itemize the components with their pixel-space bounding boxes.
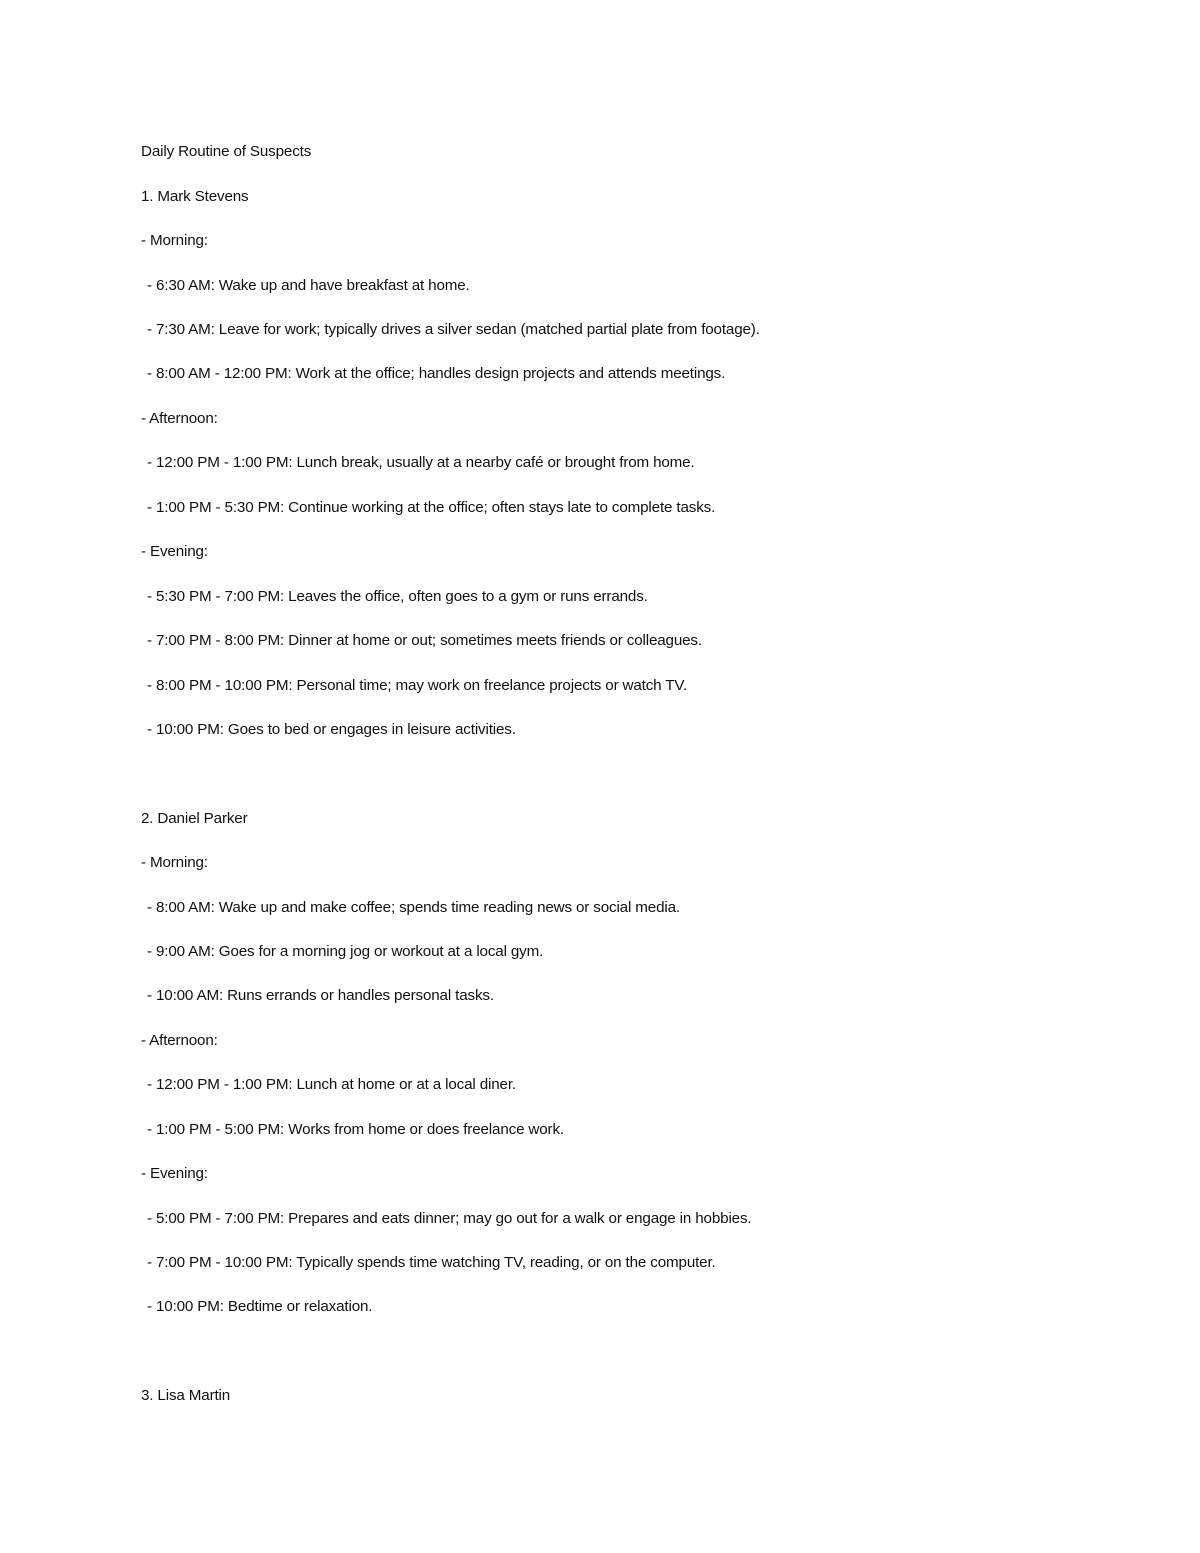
- section-label-evening: - Evening:: [141, 543, 208, 560]
- routine-entry: - 8:00 AM: Wake up and make coffee; spends time reading news or social media.: [147, 899, 680, 916]
- section-label-morning: - Morning:: [141, 854, 208, 871]
- routine-entry: - 10:00 AM: Runs errands or handles personal tasks.: [147, 987, 494, 1004]
- routine-entry: - 7:00 PM - 10:00 PM: Typically spends time watching TV, reading, or on the computer.: [147, 1254, 716, 1271]
- section-label-afternoon: - Afternoon:: [141, 1032, 218, 1049]
- routine-entry: - 7:30 AM: Leave for work; typically drives a silver sedan (matched partial plate from footage).: [147, 321, 760, 338]
- routine-entry: - 12:00 PM - 1:00 PM: Lunch break, usually at a nearby café or brought from home.: [147, 454, 695, 471]
- routine-entry: - 8:00 PM - 10:00 PM: Personal time; may work on freelance projects or watch TV.: [147, 677, 688, 694]
- routine-entry: - 10:00 PM: Goes to bed or engages in leisure activities.: [147, 721, 516, 738]
- suspect-heading: 3. Lisa Martin: [141, 1387, 231, 1404]
- routine-entry: - 1:00 PM - 5:30 PM: Continue working at the office; often stays late to complete tasks.: [147, 499, 716, 516]
- routine-entry: - 7:00 PM - 8:00 PM: Dinner at home or out; sometimes meets friends or colleagues.: [147, 632, 702, 649]
- routine-entry: - 10:00 PM: Bedtime or relaxation.: [147, 1298, 373, 1315]
- routine-entry: - 5:00 PM - 7:00 PM: Prepares and eats dinner; may go out for a walk or engage in hobbies.: [147, 1210, 752, 1227]
- routine-entry: - 6:30 AM: Wake up and have breakfast at home.: [147, 277, 470, 294]
- routine-entry: - 1:00 PM - 5:00 PM: Works from home or does freelance work.: [147, 1121, 564, 1138]
- section-label-evening: - Evening:: [141, 1165, 208, 1182]
- routine-entry: - 9:00 AM: Goes for a morning jog or workout at a local gym.: [147, 943, 544, 960]
- section-label-afternoon: - Afternoon:: [141, 410, 218, 427]
- routine-entry: - 5:30 PM - 7:00 PM: Leaves the office, often goes to a gym or runs errands.: [147, 588, 648, 605]
- routine-entry: - 8:00 AM - 12:00 PM: Work at the office; handles design projects and attends meetings.: [147, 365, 726, 382]
- document-title: Daily Routine of Suspects: [141, 143, 312, 160]
- suspect-heading: 2. Daniel Parker: [141, 810, 248, 827]
- section-label-morning: - Morning:: [141, 232, 208, 249]
- routine-entry: - 12:00 PM - 1:00 PM: Lunch at home or at a local diner.: [147, 1076, 516, 1093]
- suspect-heading: 1. Mark Stevens: [141, 188, 249, 205]
